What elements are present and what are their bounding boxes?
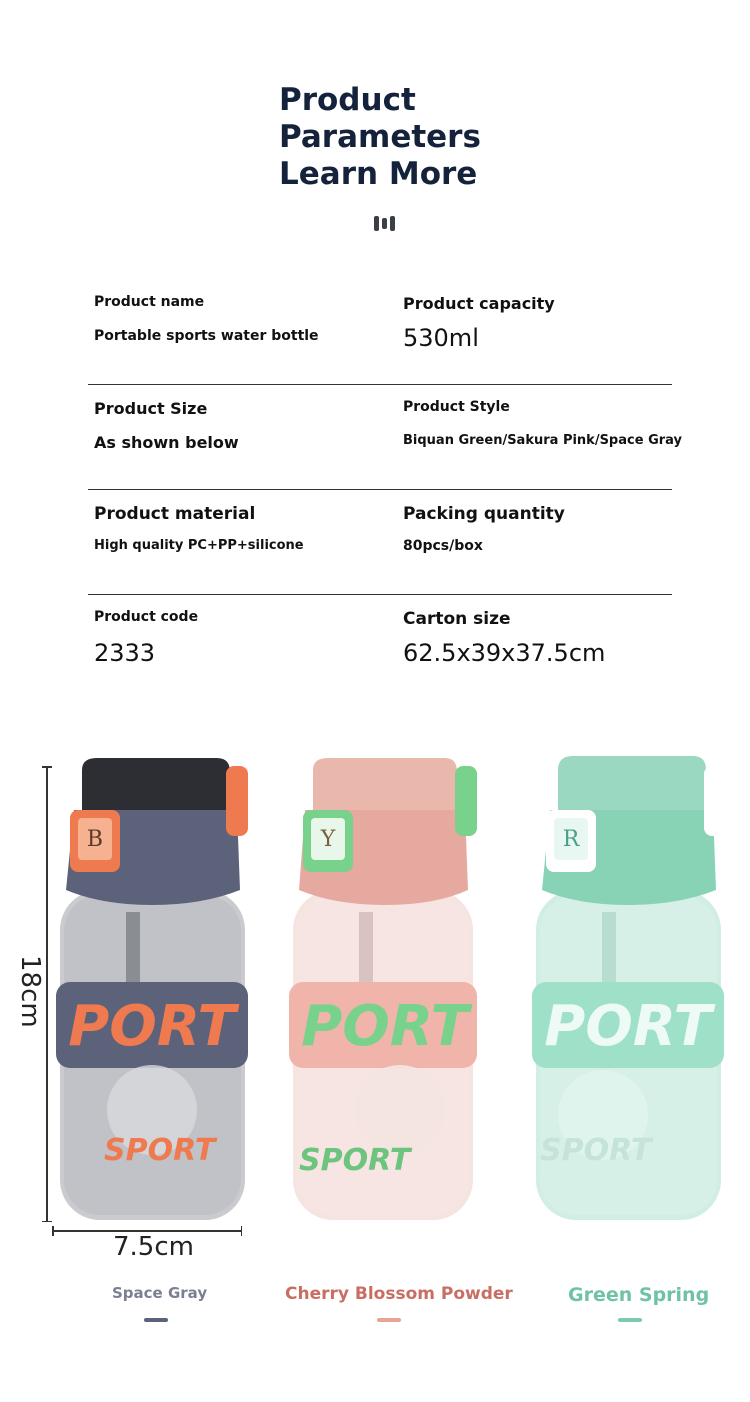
param-value: 2333 bbox=[94, 639, 156, 667]
bottle-space-gray bbox=[52, 740, 257, 1230]
page-title bbox=[279, 82, 639, 193]
param-value: 62.5x39x37.5cm bbox=[403, 639, 606, 667]
width-dimension-label: 7.5cm bbox=[113, 1232, 194, 1262]
bottle-cherry-blossom bbox=[285, 740, 485, 1230]
param-label: Product code bbox=[94, 609, 199, 625]
param-value: High quality PC+PP+silicone bbox=[94, 538, 304, 553]
color-label-green-spring: Green Spring bbox=[568, 1284, 710, 1306]
color-swatch-cherry-blossom bbox=[377, 1318, 401, 1322]
sport-logo: SPORT bbox=[299, 1143, 411, 1178]
color-label-space-gray: Space Gray bbox=[112, 1284, 208, 1302]
color-swatch-green-spring bbox=[618, 1318, 642, 1322]
param-value: 80pcs/box bbox=[403, 538, 483, 554]
parameters-table bbox=[88, 280, 682, 699]
color-label-cherry-blossom: Cherry Blossom Powder bbox=[285, 1284, 513, 1304]
param-value: As shown below bbox=[94, 433, 239, 452]
sleeve-text: PORT bbox=[68, 994, 236, 1059]
bottle-green-spring bbox=[528, 740, 733, 1230]
sport-logo: SPORT bbox=[540, 1133, 652, 1168]
param-label: Product Size bbox=[94, 399, 208, 418]
param-row bbox=[88, 490, 672, 595]
color-swatch-space-gray bbox=[144, 1318, 168, 1322]
param-label: Carton size bbox=[403, 609, 511, 629]
param-value: Biquan Green/Sakura Pink/Space Gray bbox=[403, 433, 682, 448]
bottle-letter: B bbox=[86, 827, 104, 852]
param-label: Product material bbox=[94, 504, 256, 524]
title-line-2: Parameters bbox=[279, 119, 481, 155]
sport-logo: SPORT bbox=[104, 1133, 216, 1168]
decorative-bars-icon bbox=[374, 216, 398, 232]
title-line-1: Product bbox=[279, 82, 416, 118]
param-value: 530ml bbox=[403, 324, 479, 352]
sleeve-text: PORT bbox=[301, 994, 469, 1059]
param-label: Product capacity bbox=[403, 294, 555, 313]
product-image bbox=[0, 740, 750, 1260]
param-label: Product Style bbox=[403, 399, 510, 415]
param-row bbox=[88, 595, 672, 699]
param-label: Packing quantity bbox=[403, 504, 565, 524]
height-dimension-label: 18cm bbox=[15, 955, 45, 1028]
param-row bbox=[88, 280, 672, 385]
param-value: Portable sports water bottle bbox=[94, 328, 319, 344]
bottle-letter: R bbox=[562, 827, 580, 852]
param-row bbox=[88, 385, 682, 490]
sleeve-text: PORT bbox=[544, 994, 712, 1059]
height-dimension-line bbox=[46, 766, 48, 1222]
bottle-letter: Y bbox=[320, 827, 336, 852]
title-line-3: Learn More bbox=[279, 156, 478, 192]
param-label: Product name bbox=[94, 294, 205, 310]
